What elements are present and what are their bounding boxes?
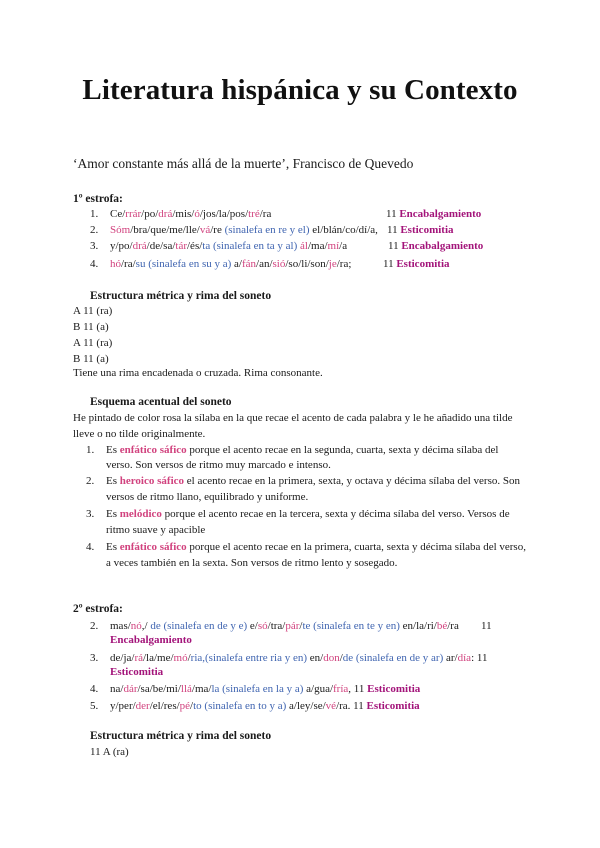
syllable-text: / <box>299 620 303 632</box>
rhythm-term: enfático sáfico <box>119 541 187 553</box>
syllable-text: /so/li/son/ <box>285 258 329 270</box>
stressed-syllable: drá <box>158 208 173 220</box>
stanza1-line-3 <box>90 238 347 254</box>
subtitle: ‘Amor constante más allá de la muerte’, Francisco de Quevedo <box>73 156 414 171</box>
syllable-text: /ra. <box>336 700 354 712</box>
sinalefa-note: su (sinalefa en su y a) <box>135 258 232 270</box>
verse-label: Esticomitia <box>400 224 454 236</box>
syllable-text: /el/res/ <box>149 700 180 712</box>
sinalefa-note: de (sinalefa en de y ar) <box>342 652 444 664</box>
stressed-syllable: fría <box>333 683 349 695</box>
stressed-syllable: nó <box>130 620 142 632</box>
stanza2-heading: 2º estrofa: <box>73 603 123 615</box>
stressed-syllable: fán <box>241 258 257 270</box>
verse-label: Encabalgamiento <box>399 208 482 220</box>
syllable-text: ,/ <box>141 620 151 632</box>
line-number: 3. <box>90 652 99 664</box>
rhythm-term: melódico <box>119 508 162 520</box>
verse-text <box>110 620 459 632</box>
item-number: 4. <box>86 541 95 553</box>
stressed-syllable: tré <box>248 208 260 220</box>
verse-text <box>110 652 477 664</box>
stressed-syllable: vé <box>325 700 337 712</box>
accent-item-3-cont: ritmo suave y apacible <box>106 524 206 536</box>
stressed-syllable: bé <box>436 620 448 632</box>
syllable-text: /de/sa/ <box>146 240 176 252</box>
syllable-text: de/ja/ <box>110 652 135 664</box>
stanza1-line-2-tag <box>387 222 454 238</box>
item-number: 3. <box>86 508 95 520</box>
stanza1-line-1 <box>90 206 271 222</box>
sinalefa-note: (sinalefa en <box>224 224 279 236</box>
stanza1-heading: 1º estrofa: <box>73 193 123 205</box>
item-text: porque el acento recae en la segunda, cuarta, sexta y décima sílaba del <box>186 444 499 456</box>
syllable-text: y/per/ <box>110 700 136 712</box>
stressed-syllable: llá <box>180 683 192 695</box>
accent-item-4 <box>86 539 526 555</box>
sinalefa-note: ) <box>305 224 310 236</box>
accent-intro-line2: lleve o no tilde originalmente. <box>73 428 206 440</box>
item-text: porque el acento recae en la tercera, sexta y décima sílaba del verso. Versos de <box>161 508 510 520</box>
item-pre: Es <box>106 444 120 456</box>
syllable-text: Ce/ <box>110 208 126 220</box>
metric1-row: B 11 (a) <box>73 321 109 333</box>
line-number: 4. <box>90 258 99 270</box>
rhythm-term: heroico sáfico <box>119 475 185 487</box>
metric1-row: A 11 (ra) <box>73 305 113 317</box>
syllable-text: a/gua/ <box>303 683 334 695</box>
line-number: 2. <box>90 224 99 236</box>
sinalefa-note: la (sinalefa en la y a) <box>211 683 304 695</box>
verse-text <box>110 224 378 236</box>
stressed-syllable: rá <box>134 652 143 664</box>
verse-text <box>110 208 271 220</box>
syllable-text: /ra <box>447 620 459 632</box>
page-title: Literatura hispánica y su Contexto <box>82 74 518 106</box>
syllable-text: el/blán/co/dí/a, <box>309 224 378 236</box>
stressed-syllable: je <box>328 258 337 270</box>
syllable-text: /ma/ <box>307 240 328 252</box>
syllable-count: 11 <box>387 224 398 236</box>
sinalefa-note: te (sinalefa en te y en) <box>302 620 400 632</box>
sinalefa-note: ta (sinalefa en ta y al) <box>202 240 298 252</box>
sinalefa-note: de (sinalefa en de y e) <box>150 620 248 632</box>
stressed-syllable: vá <box>199 224 211 236</box>
stressed-syllable: pé <box>179 700 191 712</box>
item-text: el acento recae en la primera, sexta, y octava y décima sílaba del verso. Son <box>184 475 520 487</box>
stressed-syllable: pár <box>285 620 300 632</box>
syllable-text: /re <box>210 224 225 236</box>
metric1-row: B 11 (a) <box>73 353 109 365</box>
accent-item-2-cont: versos de ritmo llano, equilibrado y uniforme. <box>106 491 309 503</box>
accent-item-1 <box>86 442 498 458</box>
syllable-text: /mis/ <box>172 208 195 220</box>
syllable-text: mas/ <box>110 620 131 632</box>
item-number: 2. <box>86 475 95 487</box>
accent-intro-line1: He pintado de color rosa la sílaba en la que recae el acento de cada palabra y le he añadido una tilde <box>73 412 513 424</box>
stressed-syllable: mó <box>173 652 188 664</box>
sinalefa-note: ria,(sinalefa entre ria y en) <box>190 652 308 664</box>
syllable-text: ar/ <box>443 652 458 664</box>
syllable-text: /és/ <box>187 240 203 252</box>
syllable-text: y/po/ <box>110 240 133 252</box>
sinalefa-note: to (sinalefa en to y a) <box>193 700 287 712</box>
syllable-text: /ra/ <box>121 258 136 270</box>
stressed-syllable: sió <box>272 258 286 270</box>
verse-text <box>110 258 351 270</box>
item-pre: Es <box>106 475 120 487</box>
syllable-text: : <box>471 652 477 664</box>
item-pre: Es <box>106 508 120 520</box>
syllable-text: e/ <box>247 620 258 632</box>
syllable-count: 11 <box>386 208 397 220</box>
syllable-text: / <box>339 652 343 664</box>
syllable-text: /ma/ <box>191 683 212 695</box>
stanza1-line-3-tag <box>388 238 483 254</box>
verse-label: Encabalgamiento <box>401 240 484 252</box>
accent-item-4-cont: a veces también en la sexta. Son versos de ritmo lento y sosegado. <box>106 557 398 569</box>
stressed-syllable: só <box>257 620 268 632</box>
line-number: 5. <box>90 700 99 712</box>
syllable-count: 11 <box>353 700 364 712</box>
syllable-text: a/ <box>231 258 242 270</box>
verse-text <box>110 240 347 252</box>
syllable-count: 11 <box>388 240 399 252</box>
verse-label: Esticomitia <box>396 258 450 270</box>
line-number: 4. <box>90 683 99 695</box>
rhythm-term: enfático sáfico <box>119 444 187 456</box>
accent-heading: Esquema acentual del soneto <box>90 396 232 408</box>
stanza2-line-4 <box>90 681 420 697</box>
syllable-text: na/ <box>110 683 124 695</box>
metric1-heading: Estructura métrica y rima del soneto <box>90 290 272 302</box>
syllable-count: 11 <box>383 258 394 270</box>
syllable-text: /sa/be/mi/ <box>137 683 181 695</box>
stressed-syllable: drá <box>132 240 147 252</box>
stressed-syllable: dár <box>123 683 138 695</box>
syllable-text: /tra/ <box>267 620 286 632</box>
metric1-note: Tiene una rima encadenada o cruzada. Rima consonante. <box>73 367 323 379</box>
syllable-text: /ra; <box>336 258 352 270</box>
stressed-syllable: tár <box>175 240 187 252</box>
line-number: 3. <box>90 240 99 252</box>
stanza1-line-2 <box>90 222 378 238</box>
item-number: 1. <box>86 444 95 456</box>
stressed-syllable: día <box>457 652 472 664</box>
stanza2-line-2-label: Encabalgamiento <box>110 634 192 646</box>
sinalefa-note: re y el <box>278 224 306 236</box>
syllable-text: / <box>190 700 194 712</box>
stressed-syllable: mí <box>327 240 340 252</box>
syllable-text: /a <box>339 240 348 252</box>
syllable-text: /po/ <box>141 208 159 220</box>
stressed-syllable: ó <box>194 208 200 220</box>
accent-item-3 <box>86 506 510 522</box>
syllable-text: /jos/la/pos/ <box>199 208 249 220</box>
item-text: porque el acento recae en la primera, cuarta, sexta y décima sílaba del verso, <box>186 541 526 553</box>
syllable-text: a/ley/se/ <box>286 700 326 712</box>
stressed-syllable: rrár <box>125 208 142 220</box>
verse-label: Esticomitia <box>366 700 420 712</box>
syllable-text: /la/me/ <box>142 652 174 664</box>
syllable-text: , <box>348 683 354 695</box>
stressed-syllable: der <box>135 700 150 712</box>
metric2-row: 11 A (ra) <box>90 746 129 758</box>
stressed-syllable: don <box>323 652 340 664</box>
syllable-text: /bra/que/me/lle/ <box>130 224 200 236</box>
stanza1-line-4-tag <box>383 256 450 272</box>
stressed-syllable: Sóm <box>110 224 131 236</box>
line-number: 2. <box>90 620 99 632</box>
syllable-text: en/ <box>307 652 324 664</box>
stanza2-line-3-label: Esticomitia <box>110 666 164 678</box>
syllable-text: /ra <box>259 208 272 220</box>
syllable-count: 11 <box>476 652 488 664</box>
stanza2-line-5 <box>90 698 420 714</box>
stressed-syllable: hó <box>110 258 121 270</box>
accent-item-2 <box>86 473 520 489</box>
stanza1-line-1-tag <box>386 206 481 222</box>
stanza1-line-4 <box>90 256 351 272</box>
metric1-row: A 11 (ra) <box>73 337 113 349</box>
accent-item-1-cont: verso. Son versos de ritmo muy marcado e intenso. <box>106 459 331 471</box>
syllable-count: 11 <box>353 683 365 695</box>
syllable-text: en/la/ri/ <box>399 620 437 632</box>
item-pre: Es <box>106 541 120 553</box>
syllable-text: / <box>187 652 191 664</box>
verse-text <box>110 683 354 695</box>
stanza2-line-2-count: 11 <box>481 620 492 632</box>
verse-label: Esticomitia <box>367 683 421 695</box>
verse-text <box>110 700 353 712</box>
line-number: 1. <box>90 208 99 220</box>
stressed-syllable: ál <box>300 240 308 252</box>
syllable-text: /an/ <box>256 258 273 270</box>
metric2-heading: Estructura métrica y rima del soneto <box>90 730 272 742</box>
